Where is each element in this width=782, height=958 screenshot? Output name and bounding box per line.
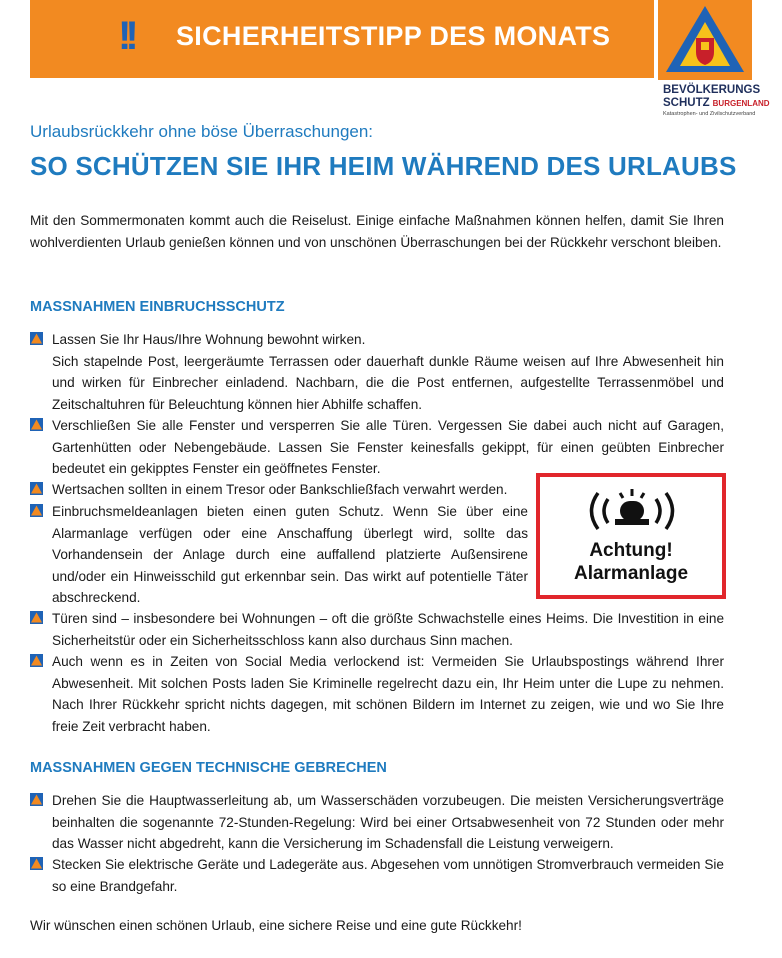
list-item: [30, 608, 724, 651]
list-item-text: Auch wenn es in Zeiten von Social Media verlockend ist: Vermeiden Sie Urlaubspostings während Ihrer Abwesenheit. Mit solchen Posts laden Sie Kriminelle regelrecht dazu ein, Ihr Heim unter die Lupe zu nehmen. Nach Ihrer Rückkehr spricht nichts dagegen, mit schönen Bildern im Internet zu zeigen, wie und wo Sie Ihre freie Zeit verbracht haben.: [52, 654, 724, 734]
list-item-text: Türen sind – insbesondere bei Wohnungen – oft die größte Schwachstelle eines Heims. Die Investition in eine Sicherheitstür oder ein Sicherheitsschloss kann also durchaus Sinn machen.: [52, 611, 724, 648]
logo-line2-suffix: BURGENLAND: [712, 99, 770, 108]
section-heading-technical: MASSNAHMEN GEGEN TECHNISCHE GEBRECHEN: [30, 760, 387, 776]
list-item: [30, 790, 724, 855]
warning-triangle-icon: [30, 504, 43, 517]
alarm-sign-line2: Alarmanlage: [573, 563, 689, 584]
list-item: [30, 854, 724, 897]
warning-triangle-icon: [30, 654, 43, 667]
warning-triangle-icon: [30, 332, 43, 345]
page-title: SO SCHÜTZEN SIE IHR HEIM WÄHREND DES URLAUBS: [30, 151, 737, 181]
logo-text-line1: BEVÖLKERUNGS: [663, 84, 761, 96]
list-item-lead: Lassen Sie Ihr Haus/Ihre Wohnung bewohnt wirken.: [52, 332, 366, 347]
list-item-text: Drehen Sie die Hauptwasserleitung ab, um Wasserschäden vorzubeugen. Die meisten Versicherungsverträge beinhalten die sogenannte 72-Stunden-Regelung: Wird bei einer Ortsabwesenheit von 72 Stunden oder mehr das Wasser nicht abgedreht, kann die Versicherung im Schadensfall die Leistung verweigern.: [52, 793, 724, 851]
logo-line2-main: SCHUTZ: [663, 97, 710, 109]
exclamation-icon: !!: [118, 14, 133, 58]
logo-subline: Katastrophen- und Zivilschutzverband: [663, 111, 756, 117]
alarm-warning-sign: [536, 473, 726, 599]
closing-text: Wir wünschen einen schönen Urlaub, eine sichere Reise und eine gute Rückkehr!: [30, 918, 522, 933]
list-item-text: Sich stapelnde Post, leergeräumte Terrassen oder dauerhaft dunkle Räume weisen auf Ihre Abwesenheit hin und wirken für Einbrecher einladend. Nachbarn, die die Post entfernen, aufgestellte Terrassenmöbel und Zeitschaltuhren für Beleuchtung können hier Abhilfe schaffen.: [52, 353, 724, 412]
alarm-siren-icon: [584, 487, 680, 533]
list-item-text: Verschließen Sie alle Fenster und versperren Sie alle Türen. Vergessen Sie dabei auch nicht auf Garagen, Gartenhütten oder Nebengebäude. Lassen Sie Fenster keinesfalls gekippt, für einen geübten Einbrecher bedeutet ein gekipptes Fenster ein geöffnetes Fenster.: [52, 418, 724, 476]
alarm-sign-text: [540, 539, 722, 585]
warning-triangle-icon: [30, 793, 43, 806]
list-item: [30, 329, 724, 415]
logo-text-line2: [663, 97, 770, 109]
list-item-text: Wertsachen sollten in einem Tresor oder Bankschließfach verwahrt werden.: [52, 482, 508, 497]
page-subtitle: Urlaubsrückkehr ohne böse Überraschungen:: [30, 122, 374, 141]
list-item-text: Stecken Sie elektrische Geräte und Ladegeräte aus. Abgesehen vom unnötigen Stromverbrauch vermeiden Sie so eine Brandgefahr.: [52, 857, 724, 894]
warning-triangle-icon: [30, 857, 43, 870]
organization-logo: [658, 0, 752, 80]
intro-paragraph: Mit den Sommermonaten kommt auch die Reiselust. Einige einfache Maßnahmen können helfen, damit Sie Ihren wohlverdienten Urlaub genießen können und von unschönen Überraschungen bei der Rückkehr verschont bleiben.: [30, 213, 724, 250]
list-item: [30, 651, 724, 737]
header-banner: [30, 0, 654, 78]
list-item: [30, 415, 724, 480]
list-item-text: Einbruchsmeldeanlagen bieten einen guten Schutz. Wenn Sie über eine Alarmanlage verfügen oder eine Anschaffung überlegt wird, sollte das Vorhandensein der Anlage durch eine auffallend platzierte Außensirene und/oder ein Hinweisschild gut erkennbar sein. Das wirkt auf potentielle Täter abschreckend.: [52, 504, 528, 605]
section-heading-burglary: MASSNAHMEN EINBRUCHSSCHUTZ: [30, 299, 285, 315]
warning-triangle-icon: [30, 482, 43, 495]
alarm-sign-line1: Achtung!: [589, 540, 673, 561]
warning-triangle-icon: [30, 611, 43, 624]
banner-title: SICHERHEITSTIPP DES MONATS: [176, 21, 611, 51]
warning-triangle-icon: [30, 418, 43, 431]
